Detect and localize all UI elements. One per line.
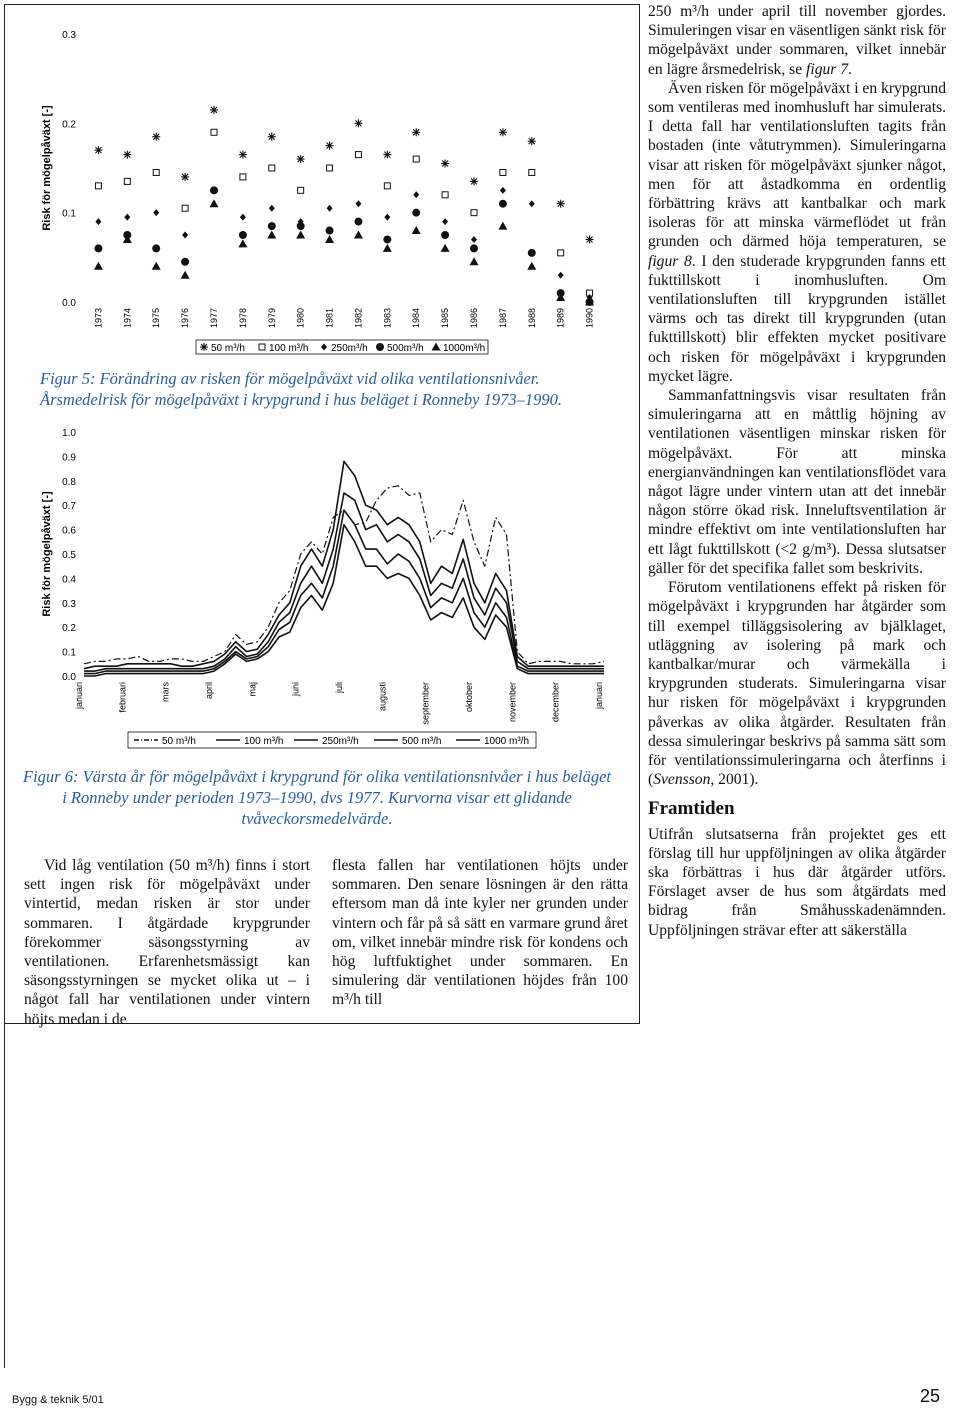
col1-paragraph: Vid låg ventilation (50 m³/h) finns i stort sett ingen risk för mögelpåväxt under vintertid, medan risken är stor under sommaren. I åtgärdade krypgrunder förekommer säsongsstyrning av ventilationen. Erfarenhetsmässigt kan säsongsstyrningen se mycket olika ut – i något fall har ventilationen under vintern höjts medan i de — [24, 857, 310, 1028]
figure5-point — [298, 187, 304, 193]
figure5-point — [354, 119, 362, 127]
figure6-legend-label: 500 m³/h — [402, 736, 442, 747]
figure5-x-tick-label: 1980 — [295, 308, 306, 329]
figure5-point — [259, 344, 265, 350]
figure5-point — [441, 160, 449, 168]
figure5-point — [413, 156, 419, 162]
figure5-x-tick-label: 1977 — [209, 308, 219, 329]
figure5-x-tick-label: 1974 — [122, 308, 133, 329]
figure5-point — [210, 199, 219, 207]
figure5-point — [441, 231, 449, 239]
figure6-legend-label: 250m³/h — [322, 736, 359, 747]
figure6-x-tick-label: maj — [247, 682, 258, 697]
figure5-point — [327, 165, 333, 171]
figure5-point — [500, 169, 506, 175]
figure5-point — [384, 183, 390, 189]
figure5-legend-label: 100 m³/h — [269, 343, 309, 354]
figure5-point — [153, 209, 159, 216]
figure6-series-line — [84, 525, 604, 676]
figure5-point — [211, 129, 217, 135]
figure5-point — [152, 244, 160, 252]
figure5-point — [354, 231, 363, 239]
col3-paragraph-3: Sammanfattningsvis visar resultaten från simuleringarna att en måttlig höjning av ventilationen väsentligen minskar risken för mögelpåväxt. För att minska energianvändningen kan ventilationsflödet vara något lägre under vintern utan att det innebär någon större ökad risk. Inneluftsventilation är mindre effektivt om inte ventilationsluften har ett lågt fukttillskott (<2 g/m³). Dessa slutsatser gäller för det specifika fallet som beskrivits. — [648, 387, 946, 577]
figure5-point — [412, 128, 420, 136]
figure6-x-tick-label: augusti — [377, 682, 388, 712]
figure5-point — [384, 214, 390, 221]
figure6-caption — [22, 766, 612, 829]
figure5-point — [240, 214, 246, 221]
figure6-x-tick-label: oktober — [464, 682, 474, 713]
figure5-point — [558, 250, 564, 256]
figure5-point — [376, 343, 384, 351]
body-column-2 — [332, 856, 628, 1010]
figure5-point — [296, 231, 305, 239]
figure5-point — [470, 177, 478, 185]
figure8-ref: figur 8 — [648, 252, 692, 270]
figure5-y-axis-label: Risk för mögelpåväxt [-] — [41, 105, 53, 231]
figure5-x-tick-label: 1985 — [440, 308, 451, 329]
figure5-y-tick-label: 0.2 — [62, 119, 76, 131]
figure5-point — [557, 200, 565, 208]
figure5-point — [326, 142, 334, 150]
figure6-y-tick-label: 1.0 — [62, 428, 76, 439]
figure5-point — [269, 205, 275, 212]
figure5-point — [383, 235, 391, 243]
figure6-y-tick-label: 0.6 — [62, 525, 76, 537]
figure5-point — [95, 218, 101, 225]
figure5-point — [181, 258, 189, 266]
figure6-x-tick-label: januari — [74, 682, 84, 710]
figure6-y-tick-label: 0.7 — [62, 501, 76, 513]
figure5-point — [123, 151, 131, 159]
figure6-x-tick-label: juli — [334, 682, 344, 694]
figure5-x-tick-label: 1975 — [151, 308, 162, 329]
figure7-ref: figur 7 — [806, 60, 849, 78]
figure5-point — [499, 128, 507, 136]
figure5-x-tick-label: 1987 — [497, 308, 508, 329]
col3-p1-text: 250 m³/h under april till november gjordes. Simuleringen visar en väsentligen sänkt risk för mögelpåväxt under sommaren, vilket innebär en lägre årsmedelrisk, se — [648, 3, 946, 78]
figure5-point — [498, 222, 507, 230]
figure5-point — [355, 200, 361, 207]
figure6-x-tick-label: juni — [290, 682, 301, 697]
figure5-point — [152, 133, 160, 141]
figure5-x-tick-label: 1988 — [526, 308, 537, 329]
figure5-point — [527, 262, 536, 270]
figure5-point — [528, 137, 536, 145]
figure5-x-tick-label: 1983 — [382, 308, 393, 329]
figure5-y-tick-label: 0.3 — [62, 30, 76, 41]
figure6-x-tick-label: december — [550, 682, 561, 723]
figure5-x-tick-label: 1973 — [93, 308, 104, 329]
figure5-point — [441, 244, 450, 252]
figure5-point — [94, 146, 102, 154]
figure5-point — [268, 133, 276, 141]
figure6-svg — [36, 418, 616, 758]
figure5-point — [412, 209, 420, 217]
figure5-point — [181, 173, 189, 181]
figure5-point — [471, 236, 477, 243]
frame-top-rule — [4, 4, 640, 5]
figure5-point — [412, 226, 421, 234]
figure5-point — [124, 178, 130, 184]
figure6-y-tick-label: 0.8 — [62, 476, 76, 488]
figure5-point — [94, 262, 103, 270]
figure6-y-tick-label: 0.5 — [62, 550, 76, 561]
page-number: 25 — [919, 1386, 940, 1406]
body-column-1 — [24, 856, 310, 1029]
figure6-y-axis-label: Risk för mögelpåväxt [-] — [41, 491, 53, 617]
figure5-x-tick-label: 1978 — [237, 308, 248, 329]
frame-left-rule — [4, 4, 5, 1368]
figure5-point — [181, 271, 190, 279]
figure6-y-tick-label: 0.9 — [62, 452, 76, 464]
figure5-y-tick-label: 0.0 — [62, 298, 76, 309]
section-heading-framtiden: Framtiden — [648, 798, 735, 820]
figure5-point — [442, 192, 448, 198]
figure6-x-tick-label: februari — [117, 682, 128, 713]
col3-paragraph-2: Även risken för mögelpåväxt i en krypgrund som ventileras med inomhusluft har simulerats. I detta fall har ventilationsluften tagits från bostaden (inte våtutrymmen). Simuleringarna visar att risken för mögelpåväxt sjunker något, men för att åstadkomma en ordentlig förbättring krävs att kantbalkar och mark isoleras för att minska värmeflödet ut från grunden och därmed höja temperaturen, se figur 8. I den studerade krypgrunden fanns ett fukttillskott i inomhusluften. Om ventilationsluften till krypgrunden istället värms och tas direkt till krypgrunden (utan fukttillskott) blir effekten mycket positivare och risken för mögelpåväxt i krypgrunden mycket lägre. — [648, 79, 947, 385]
col3-p2b-text: I den studerade krypgrunden fanns ett fukttillskott i inomhusluften. Om ventilationsluften till krypgrunden istället värms och tas direkt till krypgrunden (utan fukttillskott) blir effekten mycket positivare och risken för mögelpåväxt i krypgrunden mycket lägre. — [648, 252, 946, 385]
figure5-x-tick-label: 1979 — [266, 308, 277, 329]
figure6-x-tick-label: november — [507, 682, 518, 723]
figure6-x-tick-label: september — [420, 682, 431, 725]
figure6-x-tick-label: januari — [594, 682, 604, 710]
col3-p4-end: , 2001). — [710, 771, 759, 789]
figure5-point — [326, 227, 334, 235]
figure5-x-tick-label: 1990 — [584, 308, 595, 329]
figure5-x-tick-label: 1982 — [353, 308, 364, 329]
figure5-point — [325, 235, 334, 243]
figure5-point — [558, 272, 564, 279]
body-column-3 — [648, 2, 946, 940]
figure6-caption-text: Figur 6: Värsta år för mögelpåväxt i krypgrund för olika ventilationsnivåer i hus beläget i Ronneby under perioden 1973–1990, dvs 1977. Kurvorna visar ett glidande tvåveckorsmedelvärde. — [23, 767, 611, 828]
figure5-point — [442, 218, 448, 225]
figure5-y-tick-label: 0.1 — [62, 208, 76, 220]
frame-right-rule — [639, 4, 640, 1024]
figure5-point — [470, 257, 479, 265]
figure5-chart — [36, 10, 616, 362]
figure5-point — [210, 186, 218, 194]
col3-p2-text: Även risken för mögelpåväxt i en krypgrund som ventileras med inomhusluft har simulerats. I detta fall har ventilationsluften tagits från bostaden (inte våtutrymmen). Simuleringarna visar att risken för mögelpåväxt sjunker något, men för att åstadkomma en ordentlig förbättring krävs att kantbalkar och mark isoleras för att minska värmeflödet ut från grunden och därmed höja temperaturen, se — [648, 79, 947, 251]
figure5-legend-label: 250m³/h — [331, 343, 368, 354]
figure5-point — [297, 155, 305, 163]
figure5-point — [240, 174, 246, 180]
figure5-point — [500, 187, 506, 194]
figure5-point — [529, 169, 535, 175]
figure5-point — [499, 200, 507, 208]
figure5-point — [355, 152, 361, 158]
figure5-point — [529, 200, 535, 207]
col3-p4-text: Förutom ventilationens effekt på risken för mögelpåväxt i krypgrunden har åtgärder som till exempel tilläggsisolering av bjälklaget, utläggning av isolering på mark och kantbalkar/murar och värmekälla i krypgrunden studerats. Simuleringarna visar hur risken för mögelpåväxt i krypgrunden påverkas av olika åtgärder. Resultaten från dessa simuleringar beskrivs på samma sätt som för ventilationssimuleringarna och återfinns i ( — [648, 579, 946, 789]
figure6-y-tick-label: 0.0 — [62, 672, 76, 683]
figure5-x-tick-label: 1976 — [180, 308, 191, 329]
figure5-point — [269, 165, 275, 171]
figure5-point — [528, 249, 536, 257]
figure5-point — [470, 244, 478, 252]
figure5-caption: Figur 5: Förändring av risken för mögelpåväxt vid olika ventilationsnivåer. Årsmedelrisk för mögelpåväxt i krypgrund i hus beläget i Ronneby 1973–1990. — [40, 369, 562, 409]
figure5-point — [586, 235, 594, 243]
figure6-x-tick-label: mars — [160, 682, 171, 702]
svensson-ref: Svensson — [653, 771, 711, 789]
figure5-legend-label: 50 m³/h — [211, 343, 245, 354]
figure5-point — [327, 205, 333, 212]
figure5-legend-label: 1000m³/h — [443, 343, 486, 354]
figure5-point — [94, 244, 102, 252]
figure6-chart — [36, 418, 616, 758]
journal-footer: Bygg & teknik 5/01 — [12, 1394, 104, 1406]
figure5-legend-label: 500m³/h — [387, 343, 424, 354]
figure6-series-line — [84, 493, 604, 671]
figure5-point — [354, 218, 362, 226]
figure5-point — [153, 169, 159, 175]
figure5-point — [152, 262, 161, 270]
figure6-y-tick-label: 0.3 — [62, 598, 76, 610]
figure6-x-tick-label: april — [204, 682, 214, 700]
figure6-y-tick-label: 0.4 — [62, 574, 76, 586]
figure6-legend-label: 50 m³/h — [162, 736, 196, 747]
figure5-point — [238, 239, 247, 247]
figure5-point — [200, 343, 208, 351]
figure6-y-tick-label: 0.1 — [62, 647, 76, 659]
figure5-point — [182, 232, 188, 239]
col3-paragraph-4 — [648, 578, 946, 789]
figure5-point — [413, 191, 419, 198]
figure5-point — [210, 106, 218, 114]
figure6-legend-label: 1000 m³/h — [484, 736, 530, 747]
figure5-point — [471, 210, 477, 216]
figure6-series-line — [84, 510, 604, 673]
figure5-point — [383, 151, 391, 159]
figure5-x-tick-label: 1986 — [469, 308, 479, 329]
figure5-x-tick-label: 1989 — [555, 308, 566, 329]
figure5-point — [267, 231, 276, 239]
figure6-y-tick-label: 0.2 — [62, 623, 76, 635]
figure5-point — [383, 244, 392, 252]
figure6-legend-label: 100 m³/h — [244, 736, 284, 747]
figure5-point — [239, 151, 247, 159]
col2-paragraph: flesta fallen har ventilationen höjts under sommaren. Den senare lösningen är den rätta eftersom man då inte kyler ner grunden under vintern och får på så sätt en varmare grund året om, vilket innebär mindre risk för kondens och hög luftfuktighet under sommaren. En simulering där ventilationen höjdes från 100 m³/h till — [332, 857, 628, 1009]
figure5-point — [124, 214, 130, 221]
figure5-point — [239, 231, 247, 239]
figure5-x-tick-label: 1981 — [324, 308, 335, 329]
figure5-point — [297, 222, 305, 230]
figure5-point — [95, 183, 101, 189]
figure5-point — [182, 205, 188, 211]
figure5-x-tick-label: 1984 — [411, 308, 422, 329]
figure5-point — [268, 222, 276, 230]
col3-paragraph-1: 250 m³/h under april till november gjordes. Simuleringen visar en väsentligen sänkt risk för mögelpåväxt under sommaren, vilket innebär en lägre årsmedelrisk, se figur 7. — [648, 3, 946, 78]
col3-paragraph-5: Utifrån slutsatserna från projektet ges ett förslag till hur uppföljningen av olika åtgärder ska förbättras i hus där åtgärder utförs. Förslaget avser de hus som åtgärdats med bidrag från Småhusskadenämnden. Uppföljningen strävar efter att säkerställa — [648, 825, 946, 939]
figure5-svg — [36, 10, 616, 362]
